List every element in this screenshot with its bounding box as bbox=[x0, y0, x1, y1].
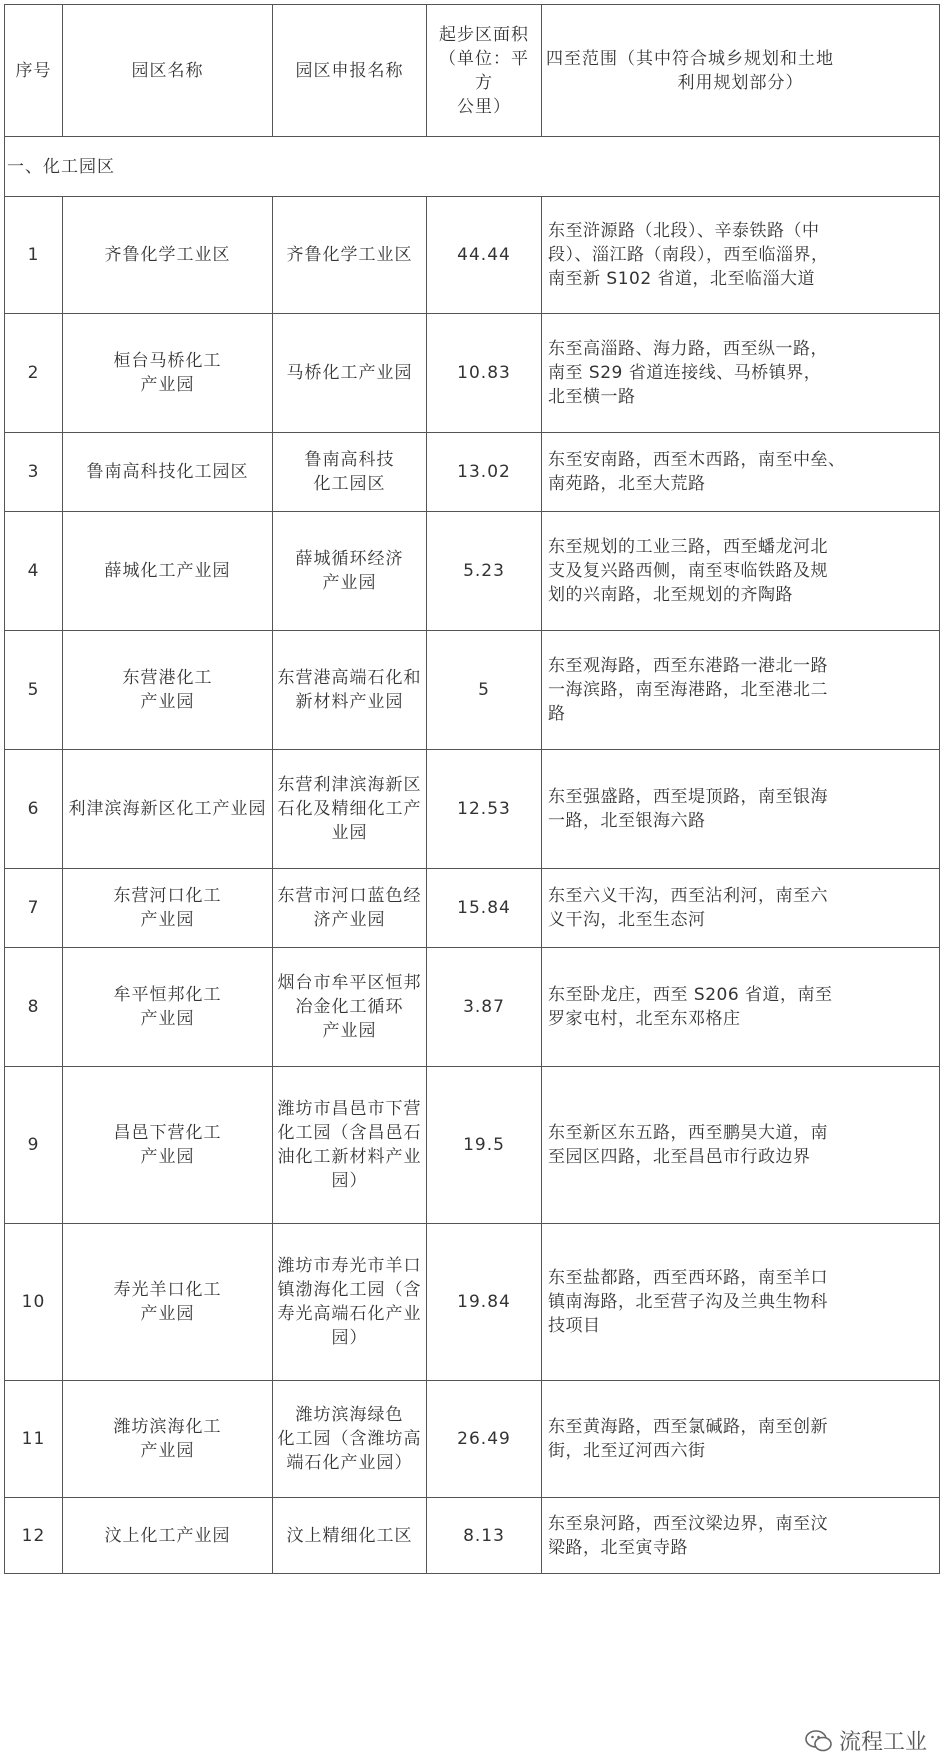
watermark bbox=[805, 1725, 927, 1756]
cell-seq: 3 bbox=[5, 433, 63, 512]
cell-park-name-line: 桓台马桥化工 bbox=[113, 351, 222, 371]
cell-area: 3.87 bbox=[427, 948, 542, 1067]
cell-range bbox=[542, 1381, 940, 1498]
cell-declared-name-line: 薛城循环经济 bbox=[295, 549, 404, 569]
cell-range-line: 北至横一路 bbox=[548, 387, 636, 407]
cell-range-line: 南苑路，北至大荒路 bbox=[548, 474, 706, 494]
cell-range-line: 梁路，北至寅寺路 bbox=[548, 1537, 688, 1558]
cell-area: 13.02 bbox=[427, 433, 542, 512]
cell-park-name-line: 产业园 bbox=[140, 1147, 195, 1167]
cell-declared-name-line: 寿光高端石化产业 bbox=[277, 1304, 422, 1324]
cell-park-name-line: 产业园 bbox=[140, 1009, 195, 1029]
wechat-icon bbox=[805, 1729, 833, 1753]
cell-area: 10.83 bbox=[427, 314, 542, 433]
table-row bbox=[5, 1381, 940, 1498]
cell-range bbox=[542, 750, 940, 869]
cell-area: 12.53 bbox=[427, 750, 542, 869]
cell-range-line: 东至新区东五路，西至鹏昊大道，南 bbox=[548, 1123, 828, 1143]
cell-declared-name-line: 化工园（含昌邑石 bbox=[277, 1123, 422, 1143]
cell-declared-name bbox=[273, 314, 427, 433]
cell-declared-name-line: 新材料产业园 bbox=[295, 692, 404, 712]
cell-range bbox=[542, 631, 940, 750]
cell-declared-name bbox=[273, 197, 427, 314]
cell-range bbox=[542, 433, 940, 512]
header-area bbox=[427, 5, 542, 137]
cell-range-line: 划的兴南路，北至规划的齐陶路 bbox=[548, 585, 793, 605]
cell-park-name-line: 寿光羊口化工 bbox=[113, 1280, 222, 1300]
cell-park-name bbox=[63, 750, 273, 869]
header-range-line: 利用规划部分） bbox=[677, 72, 804, 93]
cell-declared-name-line: 济产业园 bbox=[313, 910, 386, 930]
cell-declared-name-line: 园） bbox=[331, 1328, 368, 1348]
cell-seq: 6 bbox=[5, 750, 63, 869]
header-range-line: 四至范围（其中符合城乡规划和土地 bbox=[546, 48, 834, 69]
cell-range bbox=[542, 512, 940, 631]
cell-park-name-line: 东营河口化工 bbox=[113, 886, 222, 906]
cell-area: 15.84 bbox=[427, 869, 542, 948]
cell-seq: 7 bbox=[5, 869, 63, 948]
cell-declared-name-line: 石化及精细化工产 bbox=[277, 799, 422, 819]
cell-park-name bbox=[63, 1067, 273, 1224]
cell-range-line: 镇南海路，北至营子沟及兰典生物科 bbox=[548, 1292, 828, 1312]
park-table bbox=[4, 4, 940, 1574]
cell-seq: 5 bbox=[5, 631, 63, 750]
cell-seq: 10 bbox=[5, 1224, 63, 1381]
cell-declared-name-line: 化工园（含潍坊高 bbox=[277, 1429, 422, 1449]
cell-range bbox=[542, 314, 940, 433]
header-park-name: 园区名称 bbox=[63, 5, 273, 137]
cell-area: 8.13 bbox=[427, 1498, 542, 1574]
cell-park-name-line: 齐鲁化学工业区 bbox=[104, 245, 231, 265]
cell-range-line: 东至安南路，西至木西路，南至中垒、 bbox=[548, 450, 846, 470]
header-area-line: 起步区面积 bbox=[439, 24, 529, 45]
table-row bbox=[5, 314, 940, 433]
cell-area: 26.49 bbox=[427, 1381, 542, 1498]
cell-park-name-line: 汶上化工产业园 bbox=[104, 1525, 231, 1546]
cell-declared-name-line: 汶上精细化工区 bbox=[286, 1525, 413, 1546]
cell-declared-name bbox=[273, 433, 427, 512]
cell-park-name-line: 产业园 bbox=[140, 1304, 195, 1324]
cell-declared-name-line: 化工园区 bbox=[313, 474, 386, 494]
cell-park-name bbox=[63, 631, 273, 750]
cell-declared-name-line: 潍坊市寿光市羊口 bbox=[277, 1256, 422, 1276]
cell-range-line: 南至 S29 省道连接线、马桥镇界， bbox=[548, 363, 822, 383]
table-row bbox=[5, 433, 940, 512]
cell-declared-name bbox=[273, 1498, 427, 1574]
cell-park-name-line: 潍坊滨海化工 bbox=[113, 1417, 222, 1437]
cell-declared-name-line: 齐鲁化学工业区 bbox=[286, 245, 413, 265]
cell-range-line: 东至六义干沟，西至沾利河，南至六 bbox=[548, 886, 828, 906]
cell-declared-name-line: 东营港高端石化和 bbox=[277, 668, 422, 688]
cell-seq: 9 bbox=[5, 1067, 63, 1224]
cell-declared-name-line: 产业园 bbox=[322, 1021, 377, 1041]
cell-declared-name bbox=[273, 869, 427, 948]
table-row bbox=[5, 512, 940, 631]
table-row bbox=[5, 631, 940, 750]
section-row bbox=[5, 137, 940, 197]
cell-area: 19.5 bbox=[427, 1067, 542, 1224]
cell-park-name bbox=[63, 314, 273, 433]
cell-park-name-line: 薛城化工产业园 bbox=[104, 561, 231, 581]
cell-park-name bbox=[63, 1498, 273, 1574]
header-seq: 序号 bbox=[5, 5, 63, 137]
cell-declared-name-line: 冶金化工循环 bbox=[295, 997, 404, 1017]
cell-range-line: 东至盐都路，西至西环路，南至羊口 bbox=[548, 1268, 828, 1288]
table-row bbox=[5, 869, 940, 948]
cell-park-name bbox=[63, 512, 273, 631]
cell-declared-name bbox=[273, 1067, 427, 1224]
cell-range-line: 东至卧龙庄，西至 S206 省道，南至 bbox=[548, 985, 833, 1005]
cell-park-name-line: 昌邑下营化工 bbox=[113, 1123, 222, 1143]
cell-range-line: 罗家屯村，北至东邓格庄 bbox=[548, 1009, 741, 1029]
cell-park-name bbox=[63, 433, 273, 512]
cell-range-line: 东至强盛路，西至堤顶路，南至银海 bbox=[548, 787, 828, 807]
cell-park-name-line: 产业园 bbox=[140, 910, 195, 930]
cell-range-line: 一路，北至银海六路 bbox=[548, 811, 706, 831]
table-row bbox=[5, 1498, 940, 1574]
cell-declared-name-line: 园） bbox=[331, 1171, 368, 1191]
cell-area: 5.23 bbox=[427, 512, 542, 631]
cell-range-line: 技项目 bbox=[548, 1316, 601, 1336]
cell-range bbox=[542, 869, 940, 948]
cell-seq: 1 bbox=[5, 197, 63, 314]
cell-declared-name-line: 业园 bbox=[331, 823, 368, 843]
cell-range-line: 东至泉河路，西至汶梁边界，南至汶 bbox=[548, 1513, 828, 1534]
cell-declared-name-line: 烟台市牟平区恒邦 bbox=[277, 973, 422, 993]
cell-range bbox=[542, 1224, 940, 1381]
cell-range-line: 一海滨路，南至海港路，北至港北二 bbox=[548, 680, 828, 700]
cell-declared-name-line: 鲁南高科技 bbox=[304, 450, 395, 470]
header-area-line: 公里） bbox=[457, 96, 511, 117]
cell-declared-name bbox=[273, 750, 427, 869]
cell-park-name bbox=[63, 1224, 273, 1381]
cell-park-name-line: 东营港化工 bbox=[122, 668, 213, 688]
cell-range-line: 南至新 S102 省道，北至临淄大道 bbox=[548, 269, 816, 289]
cell-park-name-line: 产业园 bbox=[140, 1441, 195, 1461]
cell-seq: 4 bbox=[5, 512, 63, 631]
watermark-text: 流程工业 bbox=[838, 1730, 927, 1755]
header-row bbox=[5, 5, 940, 137]
cell-seq: 12 bbox=[5, 1498, 63, 1574]
cell-range-line: 路 bbox=[548, 704, 566, 724]
cell-declared-name-line: 产业园 bbox=[322, 573, 377, 593]
cell-declared-name-line: 镇渤海化工园（含 bbox=[277, 1280, 422, 1300]
cell-declared-name bbox=[273, 948, 427, 1067]
cell-range-line: 东至高淄路、海力路，西至纵一路， bbox=[548, 339, 828, 359]
cell-declared-name-line: 东营利津滨海新区 bbox=[277, 775, 422, 795]
cell-declared-name-line: 端石化产业园） bbox=[286, 1453, 413, 1473]
cell-park-name bbox=[63, 869, 273, 948]
cell-range bbox=[542, 1498, 940, 1574]
cell-range bbox=[542, 948, 940, 1067]
cell-park-name-line: 牟平恒邦化工 bbox=[113, 985, 222, 1005]
cell-range-line: 段）、淄江路（南段），西至临淄界， bbox=[548, 245, 829, 265]
cell-area: 19.84 bbox=[427, 1224, 542, 1381]
cell-area: 44.44 bbox=[427, 197, 542, 314]
cell-seq: 11 bbox=[5, 1381, 63, 1498]
cell-park-name-line: 鲁南高科技化工园区 bbox=[86, 462, 249, 482]
header-range bbox=[542, 5, 940, 137]
cell-declared-name-line: 油化工新材料产业 bbox=[277, 1147, 422, 1167]
cell-range bbox=[542, 197, 940, 314]
cell-seq: 8 bbox=[5, 948, 63, 1067]
cell-declared-name-line: 潍坊市昌邑市下营 bbox=[277, 1099, 422, 1119]
cell-range-line: 东至黄海路，西至氯碱路，南至创新 bbox=[548, 1417, 828, 1437]
cell-range-line: 至园区四路，北至昌邑市行政边界 bbox=[548, 1147, 811, 1167]
cell-range-line: 东至规划的工业三路，西至蟠龙河北 bbox=[548, 537, 828, 557]
cell-range-line: 东至观海路，西至东港路一港北一路 bbox=[548, 656, 828, 676]
table-row bbox=[5, 197, 940, 314]
cell-range-line: 支及复兴路西侧，南至枣临铁路及规 bbox=[548, 561, 828, 581]
cell-range-line: 义干沟，北至生态河 bbox=[548, 910, 706, 930]
cell-declared-name bbox=[273, 1224, 427, 1381]
table-row bbox=[5, 948, 940, 1067]
cell-declared-name bbox=[273, 631, 427, 750]
cell-area: 5 bbox=[427, 631, 542, 750]
section-title: 一、化工园区 bbox=[5, 137, 940, 197]
cell-park-name bbox=[63, 197, 273, 314]
table-row bbox=[5, 1224, 940, 1381]
cell-park-name bbox=[63, 1381, 273, 1498]
cell-declared-name-line: 马桥化工产业园 bbox=[286, 363, 413, 383]
table-row bbox=[5, 1067, 940, 1224]
cell-range-line: 东至浒源路（北段）、辛泰铁路（中 bbox=[548, 221, 820, 241]
table-row bbox=[5, 750, 940, 869]
cell-park-name bbox=[63, 948, 273, 1067]
cell-range-line: 街，北至辽河西六街 bbox=[548, 1441, 706, 1461]
cell-range bbox=[542, 1067, 940, 1224]
cell-seq: 2 bbox=[5, 314, 63, 433]
cell-declared-name bbox=[273, 1381, 427, 1498]
cell-declared-name bbox=[273, 512, 427, 631]
header-area-line: （单位：平方 bbox=[439, 48, 529, 93]
cell-park-name-line: 产业园 bbox=[140, 375, 195, 395]
cell-declared-name-line: 潍坊滨海绿色 bbox=[295, 1405, 404, 1425]
header-declared-name: 园区申报名称 bbox=[273, 5, 427, 137]
cell-declared-name-line: 东营市河口蓝色经 bbox=[277, 886, 422, 906]
cell-park-name-line: 利津滨海新区化工产业园 bbox=[68, 799, 267, 819]
cell-park-name-line: 产业园 bbox=[140, 692, 195, 712]
